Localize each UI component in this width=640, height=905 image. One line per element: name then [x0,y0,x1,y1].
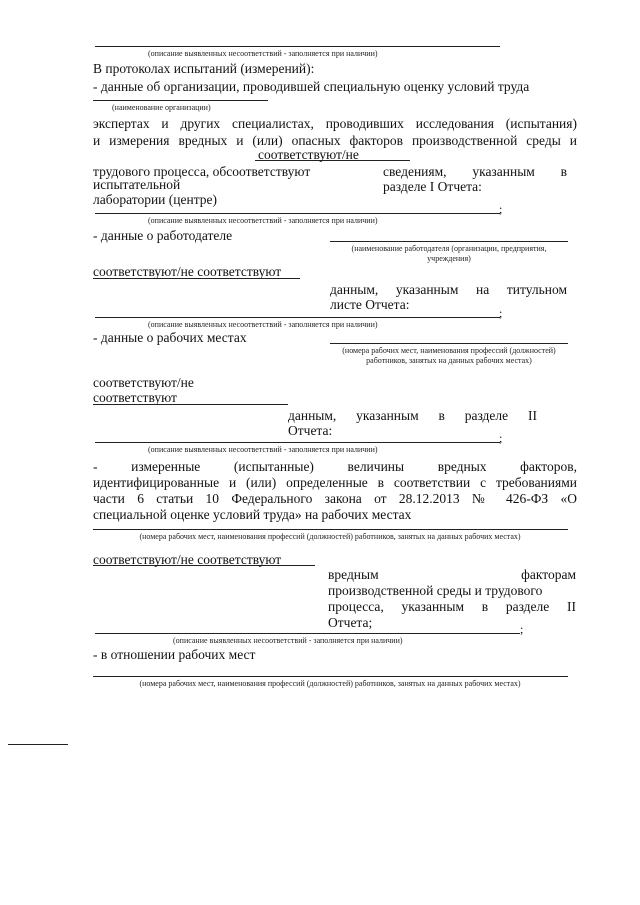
workplaces-regard-label: - в отношении рабочих мест [93,647,256,662]
measurements-line: и измерения вредных и (или) опасных факторов производственной среды и [93,133,577,148]
workplaces-caption-1: (номера рабочих мест, наименования профессий (должностей) работников, занятых на данных рабочих местах) [342,346,556,365]
semicolon-3: ; [499,306,503,320]
description-caption-5: (описание выявленных несоответствий - заполняется при наличии) [173,636,403,645]
description-line-4 [95,442,500,443]
workplaces-data-label: - данные о рабочих местах [93,330,247,345]
federal-law-line: части 6 статьи 10 Федерального закона от 28.12.2013 № 426-ФЗ «О [93,491,577,506]
conform-label-1: соответствуют/не [258,147,359,162]
process-section-line: процесса, указанным в разделе II [328,599,576,614]
description-caption-1: (описание выявленных несоответствий - заполняется при наличии) [148,49,378,58]
title-page-line: данным, указанным на титульном [330,282,567,297]
experts-line: экспертах и других специалистах, проводивших исследования (испытания) [93,116,577,131]
lab-center-line: лаборатории (центре) [93,192,218,207]
description-caption-3: (описание выявленных несоответствий - заполняется при наличии) [148,320,378,329]
conform-line-3 [93,404,288,405]
conform-label-3b: соответствуют [93,390,177,405]
workplaces-line-2 [93,529,568,530]
harmful-factors-line: вредным факторам [328,567,576,582]
employer-name-line [330,241,568,242]
description-line-5 [95,633,520,634]
testing-lab-line: испытательной [93,177,181,192]
workplaces-line-3 [93,676,568,677]
semicolon-2: ; [499,202,503,216]
conform-line-2 [93,278,300,279]
description-line-3 [95,317,500,318]
measured-values-line: - измеренные (испытанные) величины вредных факторов, [93,459,577,474]
description-caption-2: (описание выявленных несоответствий - заполняется при наличии) [148,216,378,225]
identified-line: идентифицированные и (или) определенные в соответствии с требованиями [93,475,577,490]
protocols-heading: В протоколах испытаний (измерений): [93,61,315,76]
footnote-separator [8,744,68,745]
conform-label-2: соответствуют/не соответствуют [93,264,282,279]
report-section-1-line: разделе I Отчета: [383,179,482,194]
employer-name-caption: (наименование работодателя (организации, предприятия, учреждения) [351,244,547,263]
info-indicated-line: сведениям, указанным в [383,164,567,179]
semicolon-4: ; [499,431,503,445]
org-name-caption: (наименование организации) [112,103,211,112]
conform-line-1 [255,160,410,161]
org-name-line [93,100,268,101]
special-assessment-line: специальной оценке условий труда» на рабочих местах [93,507,412,522]
employer-data-label: - данные о работодателе [93,228,233,243]
semicolon-5: ; [520,622,524,636]
conform-line-4 [93,565,315,566]
section-2-line: данным, указанным в разделе II [288,408,537,423]
report-sheet-line: листе Отчета: [330,297,410,312]
conform-label-4: соответствуют/не соответствуют [93,552,282,567]
description-caption-4: (описание выявленных несоответствий - заполняется при наличии) [148,445,378,454]
workplaces-line-1 [330,343,568,344]
report-line-4: Отчета; [328,615,373,630]
description-line-2 [95,213,500,214]
description-line-1 [95,46,500,47]
labor-process-line: трудового процесса, обсоответствуют [93,164,311,179]
report-line-3: Отчета: [288,423,333,438]
org-data-line: - данные об организации, проводившей специальную оценку условий труда [93,79,530,94]
workplaces-caption-2: (номера рабочих мест, наименования профессий (должностей) работников, занятых на данных рабочих местах) [139,532,521,541]
conform-label-3a: соответствуют/не [93,375,194,390]
workplaces-caption-3: (номера рабочих мест, наименования профессий (должностей) работников, занятых на данных рабочих местах) [139,679,521,688]
production-env-line: производственной среды и трудового [328,583,543,598]
